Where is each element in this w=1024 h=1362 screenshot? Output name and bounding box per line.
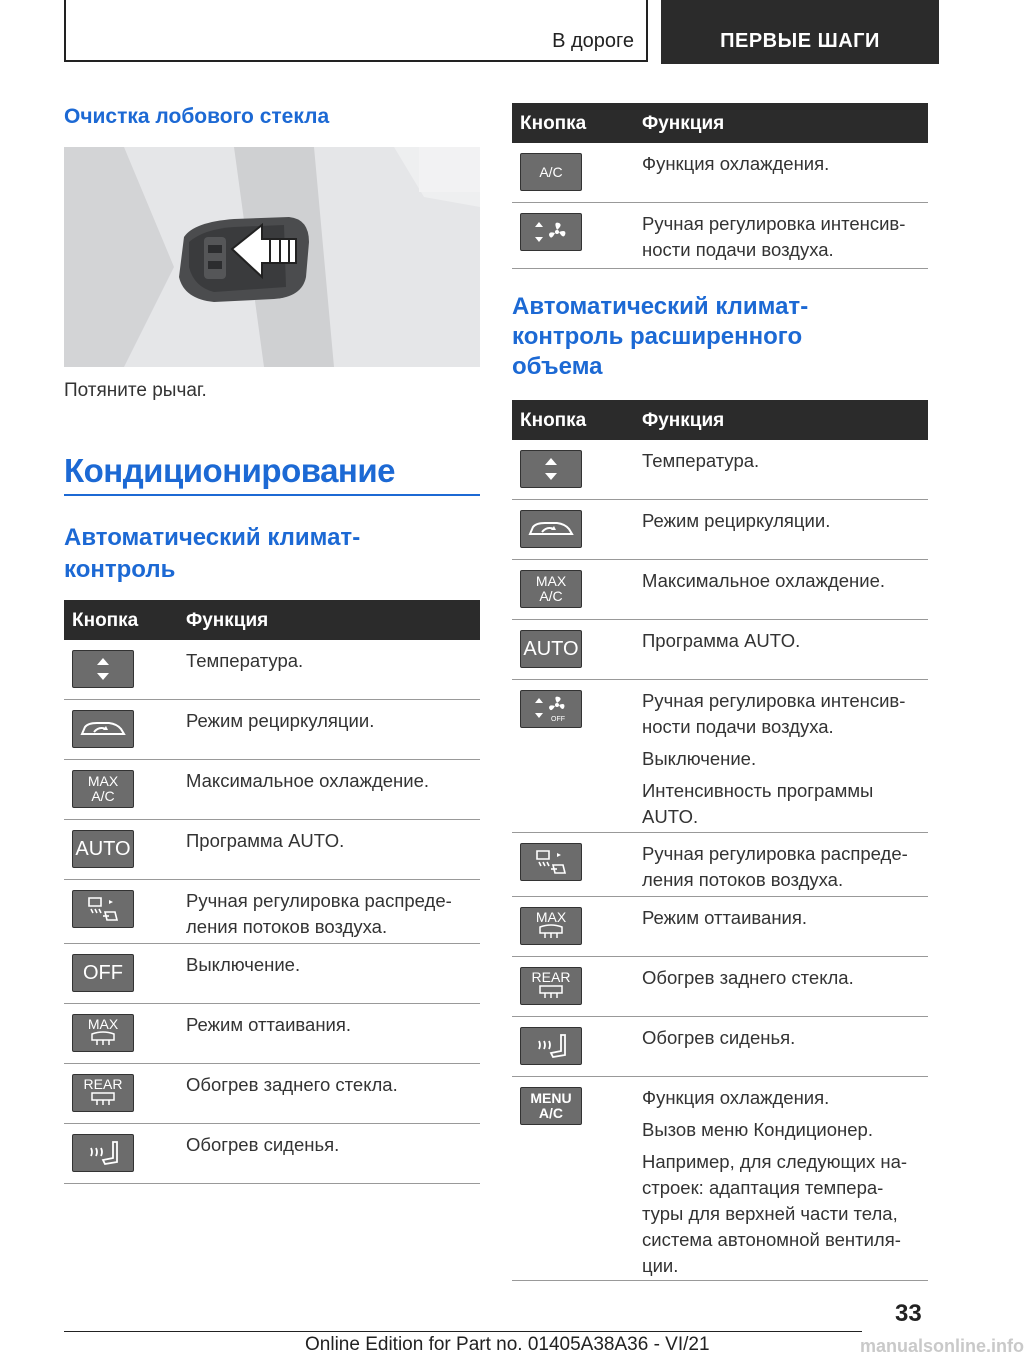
function-line: Например, для следующих на- [642, 1151, 908, 1172]
function-line: система автономной вентиля- [642, 1229, 901, 1250]
table-row [64, 640, 480, 700]
rear-defrost-icon [72, 1074, 134, 1112]
function-text [186, 1012, 480, 1044]
ac-chapter-title: Кондиционирование [64, 452, 396, 489]
table-row [512, 1017, 928, 1077]
wiper-caption: Потяните рычаг. [64, 380, 207, 401]
table-row [512, 203, 928, 269]
table-row [512, 143, 928, 203]
extended-heading-line3: объема [512, 353, 603, 380]
function-line: Температура. [186, 650, 304, 671]
extended-climate-table [512, 400, 928, 1281]
col-function-header: Функция [642, 113, 725, 134]
function-line: ления потоков воздуха. [186, 916, 388, 937]
table-row [512, 897, 928, 957]
header-chapter-label: ПЕРВЫЕ ШАГИ [720, 30, 880, 52]
function-line: Программа AUTO. [186, 830, 345, 851]
table-row [64, 944, 480, 1004]
function-line: Температура. [642, 450, 760, 471]
table-row [64, 760, 480, 820]
icon-text: MAX [535, 909, 567, 925]
auto-climate-heading-line2: контроль [64, 556, 176, 583]
table-row [64, 1004, 480, 1064]
function-line: Функция охлаждения. [642, 153, 830, 174]
footer-watermark: manualsonline.info [860, 1336, 1024, 1356]
temperature-arrows-icon [72, 650, 134, 688]
header-section-box [64, 0, 648, 62]
function-line: туры для верхней части тела, [642, 1203, 898, 1224]
col-button-header: Кнопка [72, 610, 139, 631]
function-line: Обогрев заднего стекла. [642, 967, 854, 988]
icon-text: REAR [531, 969, 571, 985]
footer-edition-note: Online Edition for Part no. 01405A38A36 - VI/21 [305, 1334, 710, 1355]
wiper-lever-image [64, 147, 480, 367]
function-line: AUTO. [642, 806, 699, 827]
extended-climate-heading [512, 292, 808, 382]
function-text [186, 708, 480, 740]
icon-text: A/C [91, 788, 115, 804]
table-row [512, 957, 928, 1017]
function-line: Ручная регулировка распреде- [642, 843, 908, 864]
table-row [64, 1064, 480, 1124]
function-line: Обогрев сиденья. [642, 1027, 796, 1048]
function-text [642, 688, 928, 836]
max-defrost-icon [520, 907, 582, 945]
fan-arrows-icon [520, 213, 582, 251]
auto-climate-table [64, 600, 480, 1184]
svg-text:OFF: OFF [551, 716, 565, 723]
function-line: ности подачи воздуха. [642, 239, 834, 260]
function-line: Режим рециркуляции. [186, 710, 375, 731]
col-function-header: Функция [642, 410, 725, 431]
ac-button-icon [520, 153, 582, 191]
function-text [642, 1025, 928, 1057]
function-line: Ручная регулировка распреде- [186, 890, 452, 911]
fan-off-icon [520, 690, 582, 728]
temperature-arrows-icon [520, 450, 582, 488]
icon-text: MAX [535, 573, 567, 589]
icon-text: MENU [530, 1090, 572, 1106]
function-text [186, 952, 480, 984]
function-text [642, 211, 928, 269]
max-ac-button-icon [520, 570, 582, 608]
table-row [512, 1077, 928, 1281]
function-line: Максимальное охлаждение. [186, 770, 430, 791]
auto-table-header [64, 600, 480, 640]
function-text [642, 568, 928, 600]
function-text [642, 841, 928, 899]
function-line: Обогрев заднего стекла. [186, 1074, 398, 1095]
seat-heating-icon [520, 1027, 582, 1065]
seat-heating-icon [72, 1134, 134, 1172]
table-row [64, 1124, 480, 1184]
rear-defrost-icon [520, 967, 582, 1005]
function-text [642, 508, 928, 540]
function-text [642, 151, 928, 183]
icon-text: OFF [83, 961, 123, 984]
header-chapter-tab [661, 0, 939, 64]
page-number: 33 [895, 1300, 922, 1327]
off-button-icon [72, 954, 134, 992]
function-line: Программа AUTO. [642, 630, 801, 651]
table-row [512, 833, 928, 897]
function-line: Режим оттаивания. [642, 907, 808, 928]
function-line: Ручная регулировка интенсив- [642, 213, 906, 234]
extended-heading-line2: контроль расширенного [512, 323, 803, 350]
ac-title-rule [64, 494, 480, 496]
header-section-label: В дороге [552, 30, 634, 52]
function-line: Вызов меню Кондиционер. [642, 1119, 873, 1140]
table-row [64, 700, 480, 760]
extended-heading-line1: Автоматический климат- [512, 293, 809, 320]
air-distribution-icon [520, 843, 582, 881]
function-line: Ручная регулировка интенсив- [642, 690, 906, 711]
function-text [186, 768, 480, 800]
icon-text: A/C [539, 163, 563, 180]
table-row [512, 500, 928, 560]
auto-climate-heading [64, 522, 360, 586]
function-line: Режим рециркуляции. [642, 510, 831, 531]
menu-ac-button-icon [520, 1087, 582, 1125]
function-text [642, 1085, 928, 1279]
function-line: ления потоков воздуха. [642, 869, 844, 890]
col-function-header: Функция [186, 610, 269, 631]
ac-fan-table [512, 103, 928, 269]
function-text [642, 905, 928, 937]
function-line: Выключение. [642, 748, 757, 769]
max-defrost-icon [72, 1014, 134, 1052]
col-button-header: Кнопка [520, 410, 587, 431]
function-text [186, 1072, 480, 1104]
function-text [642, 628, 928, 660]
function-text [186, 888, 480, 946]
icon-text: AUTO [523, 637, 579, 660]
ac-fan-table-header [512, 103, 928, 143]
icon-text: MAX [87, 773, 119, 789]
function-text [642, 965, 928, 997]
icon-text: AUTO [75, 837, 131, 860]
function-line: ности подачи воздуха. [642, 716, 834, 737]
function-line: Режим оттаивания. [186, 1014, 352, 1035]
function-line: Выключение. [186, 954, 301, 975]
col-button-header: Кнопка [520, 113, 587, 134]
function-text [642, 448, 928, 480]
function-text [186, 828, 480, 860]
icon-text: MAX [87, 1016, 119, 1032]
function-line: ции. [642, 1255, 679, 1276]
auto-button-icon [520, 630, 582, 668]
function-text [186, 648, 480, 680]
function-line: строек: адаптация темпера- [642, 1177, 884, 1198]
table-row [512, 560, 928, 620]
icon-text: REAR [83, 1076, 123, 1092]
table-row [512, 620, 928, 680]
icon-text: A/C [539, 588, 563, 604]
table-row [64, 880, 480, 944]
extended-table-header [512, 400, 928, 440]
max-ac-button-icon [72, 770, 134, 808]
table-row [512, 680, 928, 833]
function-text [186, 1132, 480, 1164]
table-row [512, 440, 928, 500]
air-distribution-icon [72, 890, 134, 928]
windshield-heading: Очистка лобового стекла [64, 105, 330, 128]
recirculation-car-icon [72, 710, 134, 748]
table-row [64, 820, 480, 880]
wiper-lever-illustration [64, 147, 480, 367]
function-line: Максимальное охлаждение. [642, 570, 886, 591]
auto-climate-heading-line1: Автоматический климат- [64, 524, 361, 551]
auto-button-icon [72, 830, 134, 868]
footer-rule [64, 1331, 862, 1332]
function-line: Интенсивность программы [642, 780, 874, 801]
function-line: Обогрев сиденья. [186, 1134, 340, 1155]
icon-text: A/C [538, 1105, 564, 1121]
recirculation-car-icon [520, 510, 582, 548]
function-line: Функция охлаждения. [642, 1087, 830, 1108]
